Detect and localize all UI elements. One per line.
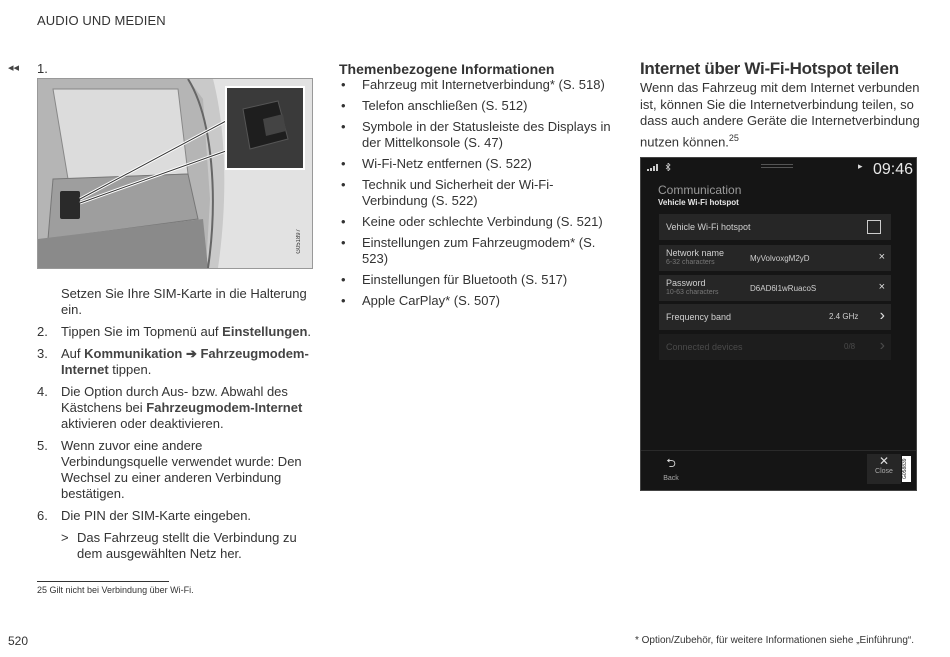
sim-card-holder-figure	[37, 78, 313, 269]
row-label: Connected devices	[666, 342, 743, 352]
bullet-icon: •	[341, 119, 346, 134]
bullet-icon: •	[341, 272, 346, 287]
step-number: 3.	[37, 346, 48, 361]
step-text: .	[307, 324, 312, 339]
page-number: 520	[8, 634, 29, 648]
row-label: Vehicle Wi-Fi hotspot	[666, 222, 751, 232]
related-link[interactable]	[339, 293, 619, 309]
footnote-25: 25 Gilt nicht bei Verbindung über Wi-Fi.	[37, 585, 194, 595]
drag-handle[interactable]	[761, 164, 793, 165]
related-link[interactable]	[339, 214, 619, 230]
link-text[interactable]: Apple CarPlay* (S. 507)	[362, 293, 501, 308]
figure-id: G051897	[296, 229, 302, 254]
menu-term: Kommunikation ➔ Fahrzeugmodem-Internet	[61, 346, 309, 377]
related-link[interactable]	[339, 272, 619, 288]
step-3	[37, 346, 312, 378]
row-hint: 6-32 characters	[666, 259, 715, 266]
bullet-icon: •	[341, 77, 346, 92]
bullet-icon: •	[341, 235, 346, 250]
related-info-heading: Themenbezogene Informationen	[339, 61, 555, 77]
chevron-right-icon: ›	[879, 337, 885, 354]
back-label: Back	[663, 475, 679, 482]
cargo-area-illustration	[38, 79, 312, 268]
close-button[interactable]	[867, 454, 901, 484]
step-6	[37, 508, 312, 524]
step-text: Auf	[61, 346, 85, 361]
step-1	[37, 286, 312, 318]
step-text: Die Option durch Aus- bzw. Abwahl des Kästchens bei	[61, 384, 288, 415]
signal-strength-icon	[647, 164, 661, 171]
back-icon: ⮌	[666, 456, 676, 470]
connected-devices-row	[659, 334, 891, 360]
related-link[interactable]	[339, 98, 619, 114]
related-link[interactable]	[339, 156, 619, 172]
play-icon: ▸	[858, 161, 863, 171]
step-number: 4.	[37, 384, 48, 399]
section-heading: Internet über Wi-Fi-Hotspot teilen	[640, 59, 899, 78]
bluetooth-icon	[665, 163, 671, 171]
instruction-steps	[37, 286, 312, 562]
frequency-band-row[interactable]	[659, 304, 891, 330]
password-row[interactable]	[659, 275, 891, 301]
bullet-icon: •	[341, 214, 346, 229]
screen-title: Communication	[658, 183, 742, 197]
step-2	[37, 324, 312, 340]
link-text[interactable]: Telefon anschließen (S. 512)	[362, 98, 528, 113]
link-text[interactable]: Fahrzeug mit Internetverbindung* (S. 518)	[362, 77, 605, 92]
footer-note: * Option/Zubehör, für weitere Informationen siehe „Einführung“.	[634, 635, 914, 646]
row-label: Frequency band	[666, 312, 732, 322]
step-1-text: Setzen Sie Ihre SIM-Karte in die Halterung ein.	[61, 286, 307, 317]
menu-term: Einstellungen	[222, 324, 308, 339]
chevron-right-icon[interactable]: ›	[879, 307, 885, 324]
close-icon: ✕	[878, 454, 890, 468]
clock-time: 09:46	[873, 161, 914, 178]
bullet-icon: •	[341, 98, 346, 113]
step-text: Die PIN der SIM-Karte eingeben.	[61, 508, 252, 523]
step-4	[37, 384, 312, 432]
step-number: 2.	[37, 324, 48, 339]
screen-subtitle: Vehicle Wi-Fi hotspot	[658, 198, 739, 207]
related-link[interactable]	[339, 235, 619, 267]
center-display-screenshot	[640, 157, 917, 491]
link-text[interactable]: Einstellungen für Bluetooth (S. 517)	[362, 272, 568, 287]
hotspot-toggle-row[interactable]	[659, 214, 891, 240]
network-name-row[interactable]	[659, 245, 891, 271]
step-number: 5.	[37, 438, 48, 453]
link-text[interactable]: Einstellungen zum Fahrzeugmodem* (S. 523)	[362, 235, 596, 266]
bullet-icon: •	[341, 293, 346, 308]
back-arrows-icon[interactable]: ◂◂	[8, 62, 20, 74]
menu-term: Fahrzeugmodem-Internet	[146, 400, 303, 415]
related-link[interactable]	[339, 177, 619, 209]
step-5	[37, 438, 312, 502]
step-1-number: 1.	[37, 61, 48, 76]
link-text[interactable]: Keine oder schlechte Verbindung (S. 521)	[362, 214, 603, 229]
bottom-bar-divider	[641, 450, 916, 451]
link-text[interactable]: Symbole in der Statusleiste des Displays in der Mittelkonsole (S. 47)	[362, 119, 611, 150]
step-6-result	[37, 530, 312, 562]
step-text: aktivieren oder deaktivieren.	[61, 416, 224, 431]
bullet-icon: •	[341, 177, 346, 192]
footnote-ref[interactable]: 25	[728, 132, 739, 143]
clear-icon[interactable]: ×	[878, 251, 885, 263]
step-text: Wenn zuvor eine andere Verbindungsquelle verwendet wurde: Den Wechsel zu einer anderen Verbindung bestätigen.	[61, 438, 302, 501]
hotspot-checkbox[interactable]	[867, 220, 881, 234]
connected-count: 0/8	[844, 342, 856, 351]
intro-paragraph	[640, 80, 920, 150]
link-text[interactable]: Technik und Sicherheit der Wi-Fi-Verbindung (S. 522)	[362, 177, 554, 208]
row-hint: 10-63 characters	[666, 289, 719, 296]
image-id: G058839	[902, 456, 911, 482]
drag-handle[interactable]	[761, 167, 793, 168]
network-name-value[interactable]: MyVolvoxgM2yD	[750, 254, 810, 263]
step-text: Tippen Sie im Topmenü auf	[61, 324, 223, 339]
paragraph-text: Wenn das Fahrzeug mit dem Internet verbunden ist, können Sie die Internetverbindung teilen, so dass auch andere Geräte die Internetverbindung nutzen können.	[640, 80, 920, 149]
password-value[interactable]: D6AD6l1wRuacoS	[750, 284, 817, 293]
result-text: Das Fahrzeug stellt die Verbindung zu dem ausgewählten Netz her.	[77, 530, 297, 561]
related-link[interactable]	[339, 119, 619, 151]
result-marker: >	[61, 530, 69, 545]
row-label: Network name	[666, 248, 725, 258]
footnote-divider	[37, 581, 169, 582]
step-number: 6.	[37, 508, 48, 523]
related-link[interactable]	[339, 77, 619, 93]
close-label: Close	[875, 468, 893, 475]
clear-icon[interactable]: ×	[878, 281, 885, 293]
back-button[interactable]	[653, 454, 689, 484]
related-links-list	[339, 77, 619, 314]
link-text[interactable]: Wi-Fi-Netz entfernen (S. 522)	[362, 156, 532, 171]
row-label: Password	[666, 278, 706, 288]
step-text: tippen.	[108, 362, 152, 377]
bullet-icon: •	[341, 156, 346, 171]
page-header: AUDIO UND MEDIEN	[37, 13, 166, 28]
frequency-value: 2.4 GHz	[829, 312, 859, 321]
